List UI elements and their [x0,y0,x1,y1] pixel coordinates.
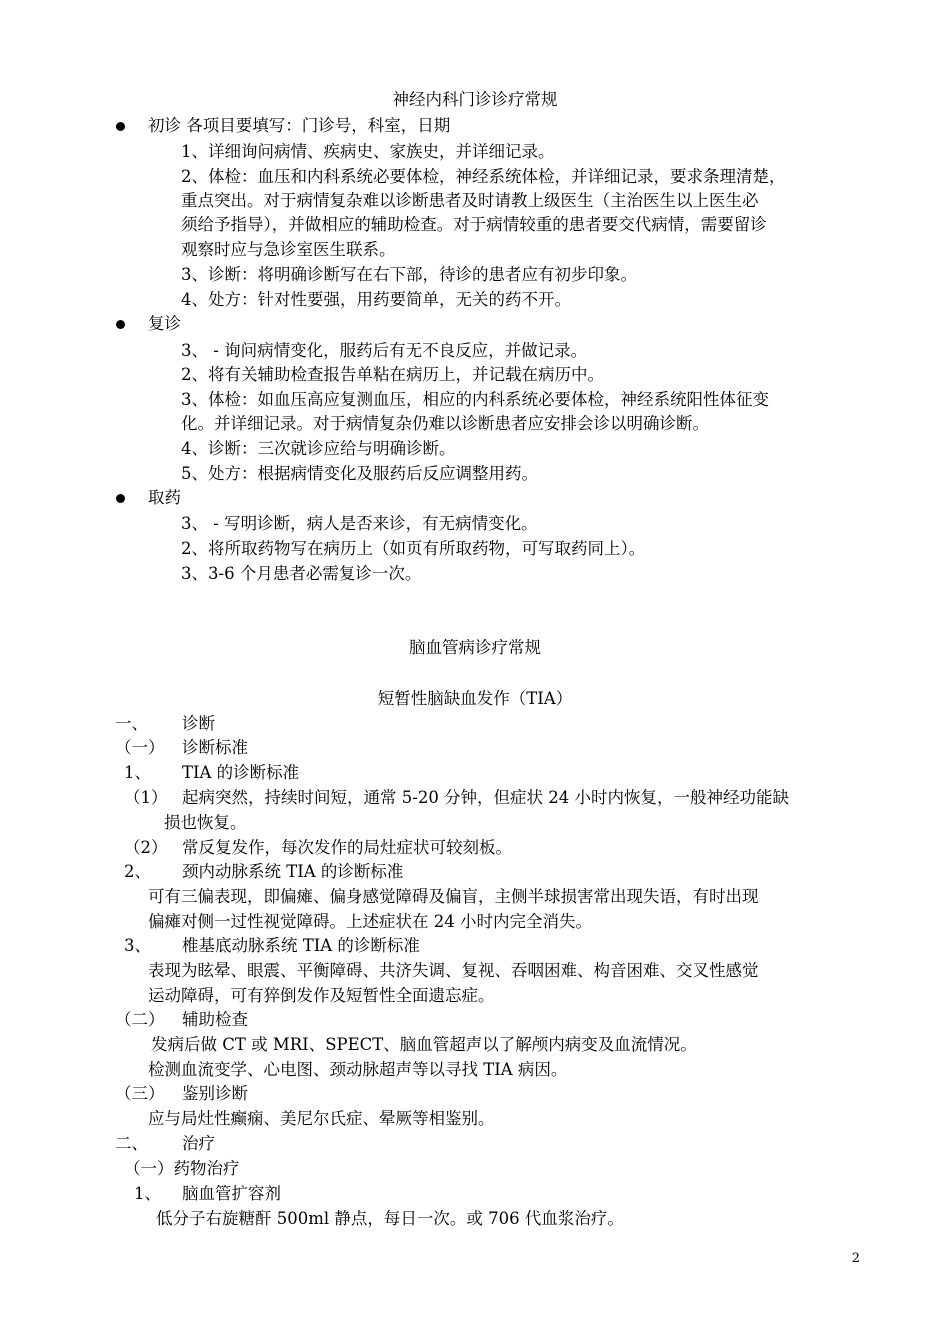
outline-number: （二） [115,1010,165,1029]
outline-number: 1、 [124,763,151,782]
paragraph-line: 可有三偏表现，即偏瘫、偏身感觉障碍及偏盲，主侧半球损害常出现失语，有时出现 [148,887,759,906]
paragraph-line: 运动障碍，可有猝倒发作及短暂性全面遗忘症。 [148,986,495,1005]
list-item: 观察时应与急诊室医生联系。 [181,240,396,259]
outline-number: 二、 [115,1134,148,1153]
list-item: 2、体检：血压和内科系统必要体检，神经系统体检，并详细记录，要求条理清楚， [181,167,786,186]
outline-heading: 鉴别诊断 [182,1084,248,1103]
list-item: 3、 - 询问病情变化，服药后有无不良反应，并做记录。 [181,341,588,360]
outline-heading: 脑血管扩容剂 [182,1184,281,1203]
outline-heading: 颈内动脉系统 TIA 的诊断标准 [182,862,404,881]
outline-heading: 辅助检查 [182,1010,248,1029]
bullet-icon [116,320,125,329]
list-item: 须给予指导），并做相应的辅助检查。对于病情较重的患者要交代病情，需要留诊 [181,215,767,234]
paragraph-line: 表现为眩晕、眼震、平衡障碍、共济失调、复视、吞咽困难、构音困难、交叉性感觉 [148,961,759,980]
list-item: 3、 - 写明诊断，病人是否来诊，有无病情变化。 [181,514,538,533]
list-item: 化。并详细记录。对于病情复杂仍难以诊断患者应安排会诊以明确诊断。 [181,414,709,433]
bullet-icon [116,122,125,131]
list-item: 3、3-6 个月患者必需复诊一次。 [181,564,422,583]
paragraph-line: 低分子右旋糖酐 500ml 静点，每日一次。或 706 代血浆治疗。 [156,1209,624,1228]
list-item: 2、将所取药物写在病历上（如页有所取药物，可写取药同上）。 [181,539,646,558]
outline-heading: 治疗 [182,1134,215,1153]
outline-number: （一） [115,738,165,757]
outline-heading: 诊断 [182,714,215,733]
outline-number: （2） [124,838,168,857]
section-title-clinic: 神经内科门诊诊疗常规 [392,90,558,109]
outline-number: 3、 [124,936,151,955]
paragraph-line: 应与局灶性癫痫、美尼尔氏症、晕厥等相鉴别。 [148,1109,495,1128]
paragraph-line: 损也恢复。 [164,813,247,832]
list-item: 3、诊断：将明确诊断写在右下部，待诊的患者应有初步印象。 [181,265,637,284]
list-item: 重点突出。对于病情复杂难以诊断患者及时请教上级医生（主治医生以上医生必 [181,191,759,210]
list-item: 1、详细询问病情、疾病史、家族史，并详细记录。 [181,142,555,161]
section-title-cerebrovascular: 脑血管病诊疗常规 [409,638,541,657]
list-item: 4、处方：针对性要强，用药要简单，无关的药不开。 [181,290,571,309]
list-item: 2、将有关辅助检查报告单粘在病历上，并记载在病历中。 [181,365,604,384]
list-item: 3、体检：如血压高应复测血压，相应的内科系统必要体检，神经系统阳性体征变 [181,390,769,409]
paragraph-line: 发病后做 CT 或 MRI、SPECT、脑血管超声以了解颅内病变及血流情况。 [151,1035,697,1054]
paragraph-line: 检测血流变学、心电图、颈动脉超声等以寻找 TIA 病因。 [148,1060,568,1079]
paragraph-line: 常反复发作，每次发作的局灶症状可较刻板。 [182,838,512,857]
outline-heading: 诊断标准 [182,738,248,757]
outline-number: 一、 [115,714,148,733]
page-number: 2 [851,1251,860,1266]
paragraph-line: 偏瘫对侧一过性视觉障碍。上述症状在 24 小时内完全消失。 [148,912,592,931]
bullet-heading-chuzhen: 初诊 各项目要填写：门诊号，科室，日期 [148,116,451,135]
outline-heading: （一）药物治疗 [124,1159,240,1178]
outline-number: 2、 [124,862,151,881]
list-item: 5、处方：根据病情变化及服药后反应调整用药。 [181,464,538,483]
outline-number: （1） [124,788,168,807]
outline-number: （三） [115,1084,165,1103]
outline-number: 1、 [134,1184,161,1203]
outline-heading: TIA 的诊断标准 [182,763,300,782]
section-title-tia: 短暂性脑缺血发作（TIA） [377,689,573,708]
outline-heading: 椎基底动脉系统 TIA 的诊断标准 [182,936,420,955]
paragraph-line: 起病突然，持续时间短，通常 5-20 分钟，但症状 24 小时内恢复，一般神经功能缺 [182,788,790,807]
bullet-icon [116,494,125,503]
bullet-heading-fuzhen: 复诊 [148,314,181,333]
bullet-heading-quyao: 取药 [148,488,181,507]
list-item: 4、诊断：三次就诊应给与明确诊断。 [181,439,456,458]
